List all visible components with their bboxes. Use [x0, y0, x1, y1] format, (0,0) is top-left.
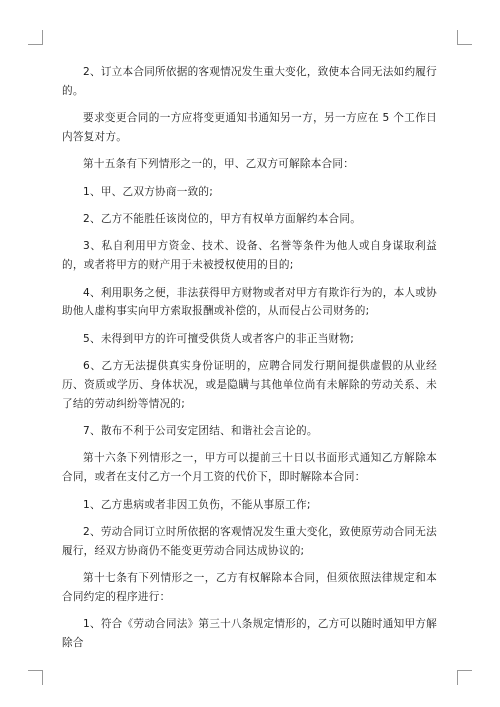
paragraph: 2、劳动合同订立时所依据的客观情况发生重大变化，致使原劳动合同无法履行，经双方协商仍不能变更劳动合同达成协议的; — [62, 525, 437, 557]
paragraph: 第十七条有下列情形之一，乙方有权解除本合同，但须依照法律规定和本合同约定的程序进行： — [62, 572, 437, 604]
crop-mark-bottom-left — [28, 670, 43, 685]
paragraph: 1、符合《劳动合同法》第三十八条规定情形的，乙方可以随时通知甲方解除合 — [62, 618, 437, 650]
paragraph: 2、订立本合同所依据的客观情况发生重大变化，致使本合同无法如约履行的。 — [62, 66, 437, 97]
paragraph: 第十五条有下列情形之一的，甲、乙双方可解除本合同： — [83, 158, 355, 171]
paragraph: 5、未得到甲方的许可擅受供货人或者客户的非正当财物; — [83, 332, 355, 345]
crop-mark-top-left — [28, 30, 43, 45]
paragraph: 1、甲、乙双方协商一致的; — [83, 185, 214, 198]
document-body — [62, 63, 437, 662]
paragraph: 3、私自利用甲方资金、技术、设备、名誉等条件为他人或自身谋取利益的，或者将甲方的财产用于未被授权使用的目的; — [62, 240, 437, 272]
paragraph: 7、散布不利于公司安定团结、和谐社会言论的。 — [83, 425, 318, 438]
paragraph: 第十六条下列情形之一，甲方可以提前三十日以书面形式通知乙方解除本合同，或者在支付乙方一个月工资的代价下，即时解除本合同： — [62, 452, 437, 484]
paragraph: 1、乙方患病或者非因工负伤，不能从事原工作; — [83, 498, 311, 511]
paragraph: 6、乙方无法提供真实身份证明的，应聘合同发行期间提供虚假的从业经历、资质或学历、身体状况，或是隐瞒与其他单位尚有未解除的劳动关系、未了结的劳动纠纷等情况的; — [62, 360, 437, 410]
paragraph: 2、乙方不能胜任该岗位的，甲方有权单方面解约本合同。 — [83, 213, 362, 225]
crop-mark-top-right — [457, 30, 472, 45]
paragraph: 4、利用职务之便，非法获得甲方财物或者对甲方有欺诈行为的，本人或协助他人虚构事实向甲方索取报酬或补偿的，从而侵占公司财务的; — [62, 286, 437, 318]
paragraph: 要求变更合同的一方应将变更通知书通知另一方，另一方应在 5 个工作日内答复对方。 — [62, 112, 437, 144]
crop-mark-bottom-right — [457, 670, 472, 685]
